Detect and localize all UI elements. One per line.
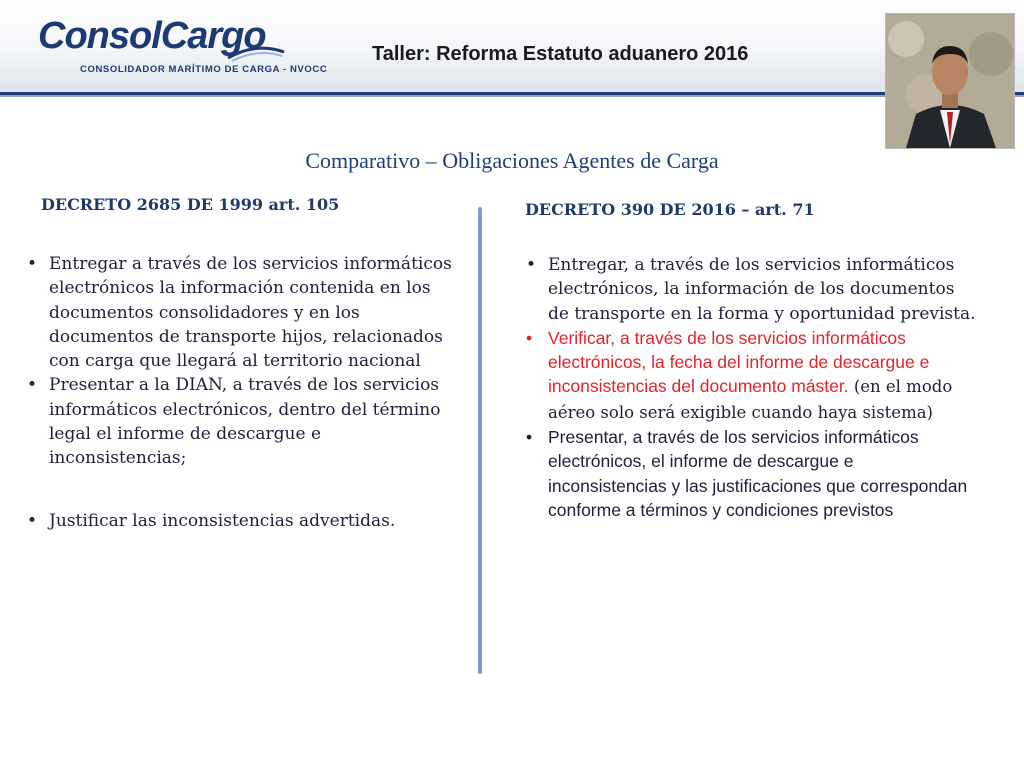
bullet-icon: • [526, 255, 537, 275]
list-item [526, 326, 976, 425]
bullet-icon: • [27, 510, 38, 531]
bullet-icon: • [526, 427, 533, 448]
list-item-highlight-text: Verificar, a través de los servicios informáticos electrónicos, la fecha del informe de descargue e inconsistencias del documento máster. [548, 327, 930, 397]
list-item-note-text: (en el modo aéreo solo será exigible cuando haya sistema) [548, 377, 953, 422]
column-divider [478, 207, 482, 674]
list-item [27, 509, 452, 533]
list-item-text: Justificar las inconsistencias advertidas. [49, 510, 396, 531]
slide-title: Comparativo – Obligaciones Agentes de Carga [305, 148, 719, 173]
list-item-text: Presentar a la DIAN, a través de los servicios informáticos electrónicos, dentro del término legal el informe de descargue e inconsistencias; [49, 375, 441, 469]
list-item [526, 425, 976, 522]
list-item-text: Entregar a través de los servicios informáticos electrónicos la información contenida en los documentos consolidadores y en los documentos de transporte hijos, relacionados con carga que llegará al territorio nacional [49, 254, 452, 372]
left-obligations-list [27, 252, 452, 533]
workshop-title: Taller: Reforma Estatuto aduanero 2016 [372, 43, 749, 65]
bullet-icon: • [27, 375, 38, 396]
bullet-icon: • [526, 327, 533, 348]
right-column-heading: DECRETO 390 DE 2016 – art. 71 [525, 200, 815, 219]
list-item [27, 252, 452, 373]
list-item-text: Entregar, a través de los servicios informáticos electrónicos, la información de los documentos de transporte en la forma y oportunidad prevista. [548, 255, 976, 324]
list-item-text: Presentar, a través de los servicios informáticos electrónicos, el informe de descargue e inconsistencias y las justificaciones que correspondan conforme a términos y condiciones previstos [548, 427, 968, 520]
right-obligations-list [526, 253, 976, 522]
logo-tagline: CONSOLIDADOR MARÍTIMO DE CARGA - NVOCC [80, 64, 328, 75]
presenter-portrait-icon [886, 14, 1014, 148]
company-logo [38, 14, 328, 84]
list-item [27, 373, 452, 470]
bullet-icon: • [27, 254, 38, 274]
logo-swoosh-icon [226, 44, 286, 64]
list-item [526, 253, 976, 326]
presenter-photo [885, 13, 1015, 149]
left-column-heading: DECRETO 2685 DE 1999 art. 105 [41, 195, 340, 214]
logo-wordmark: ConsolCargo [38, 15, 266, 57]
header-divider [0, 95, 1024, 97]
